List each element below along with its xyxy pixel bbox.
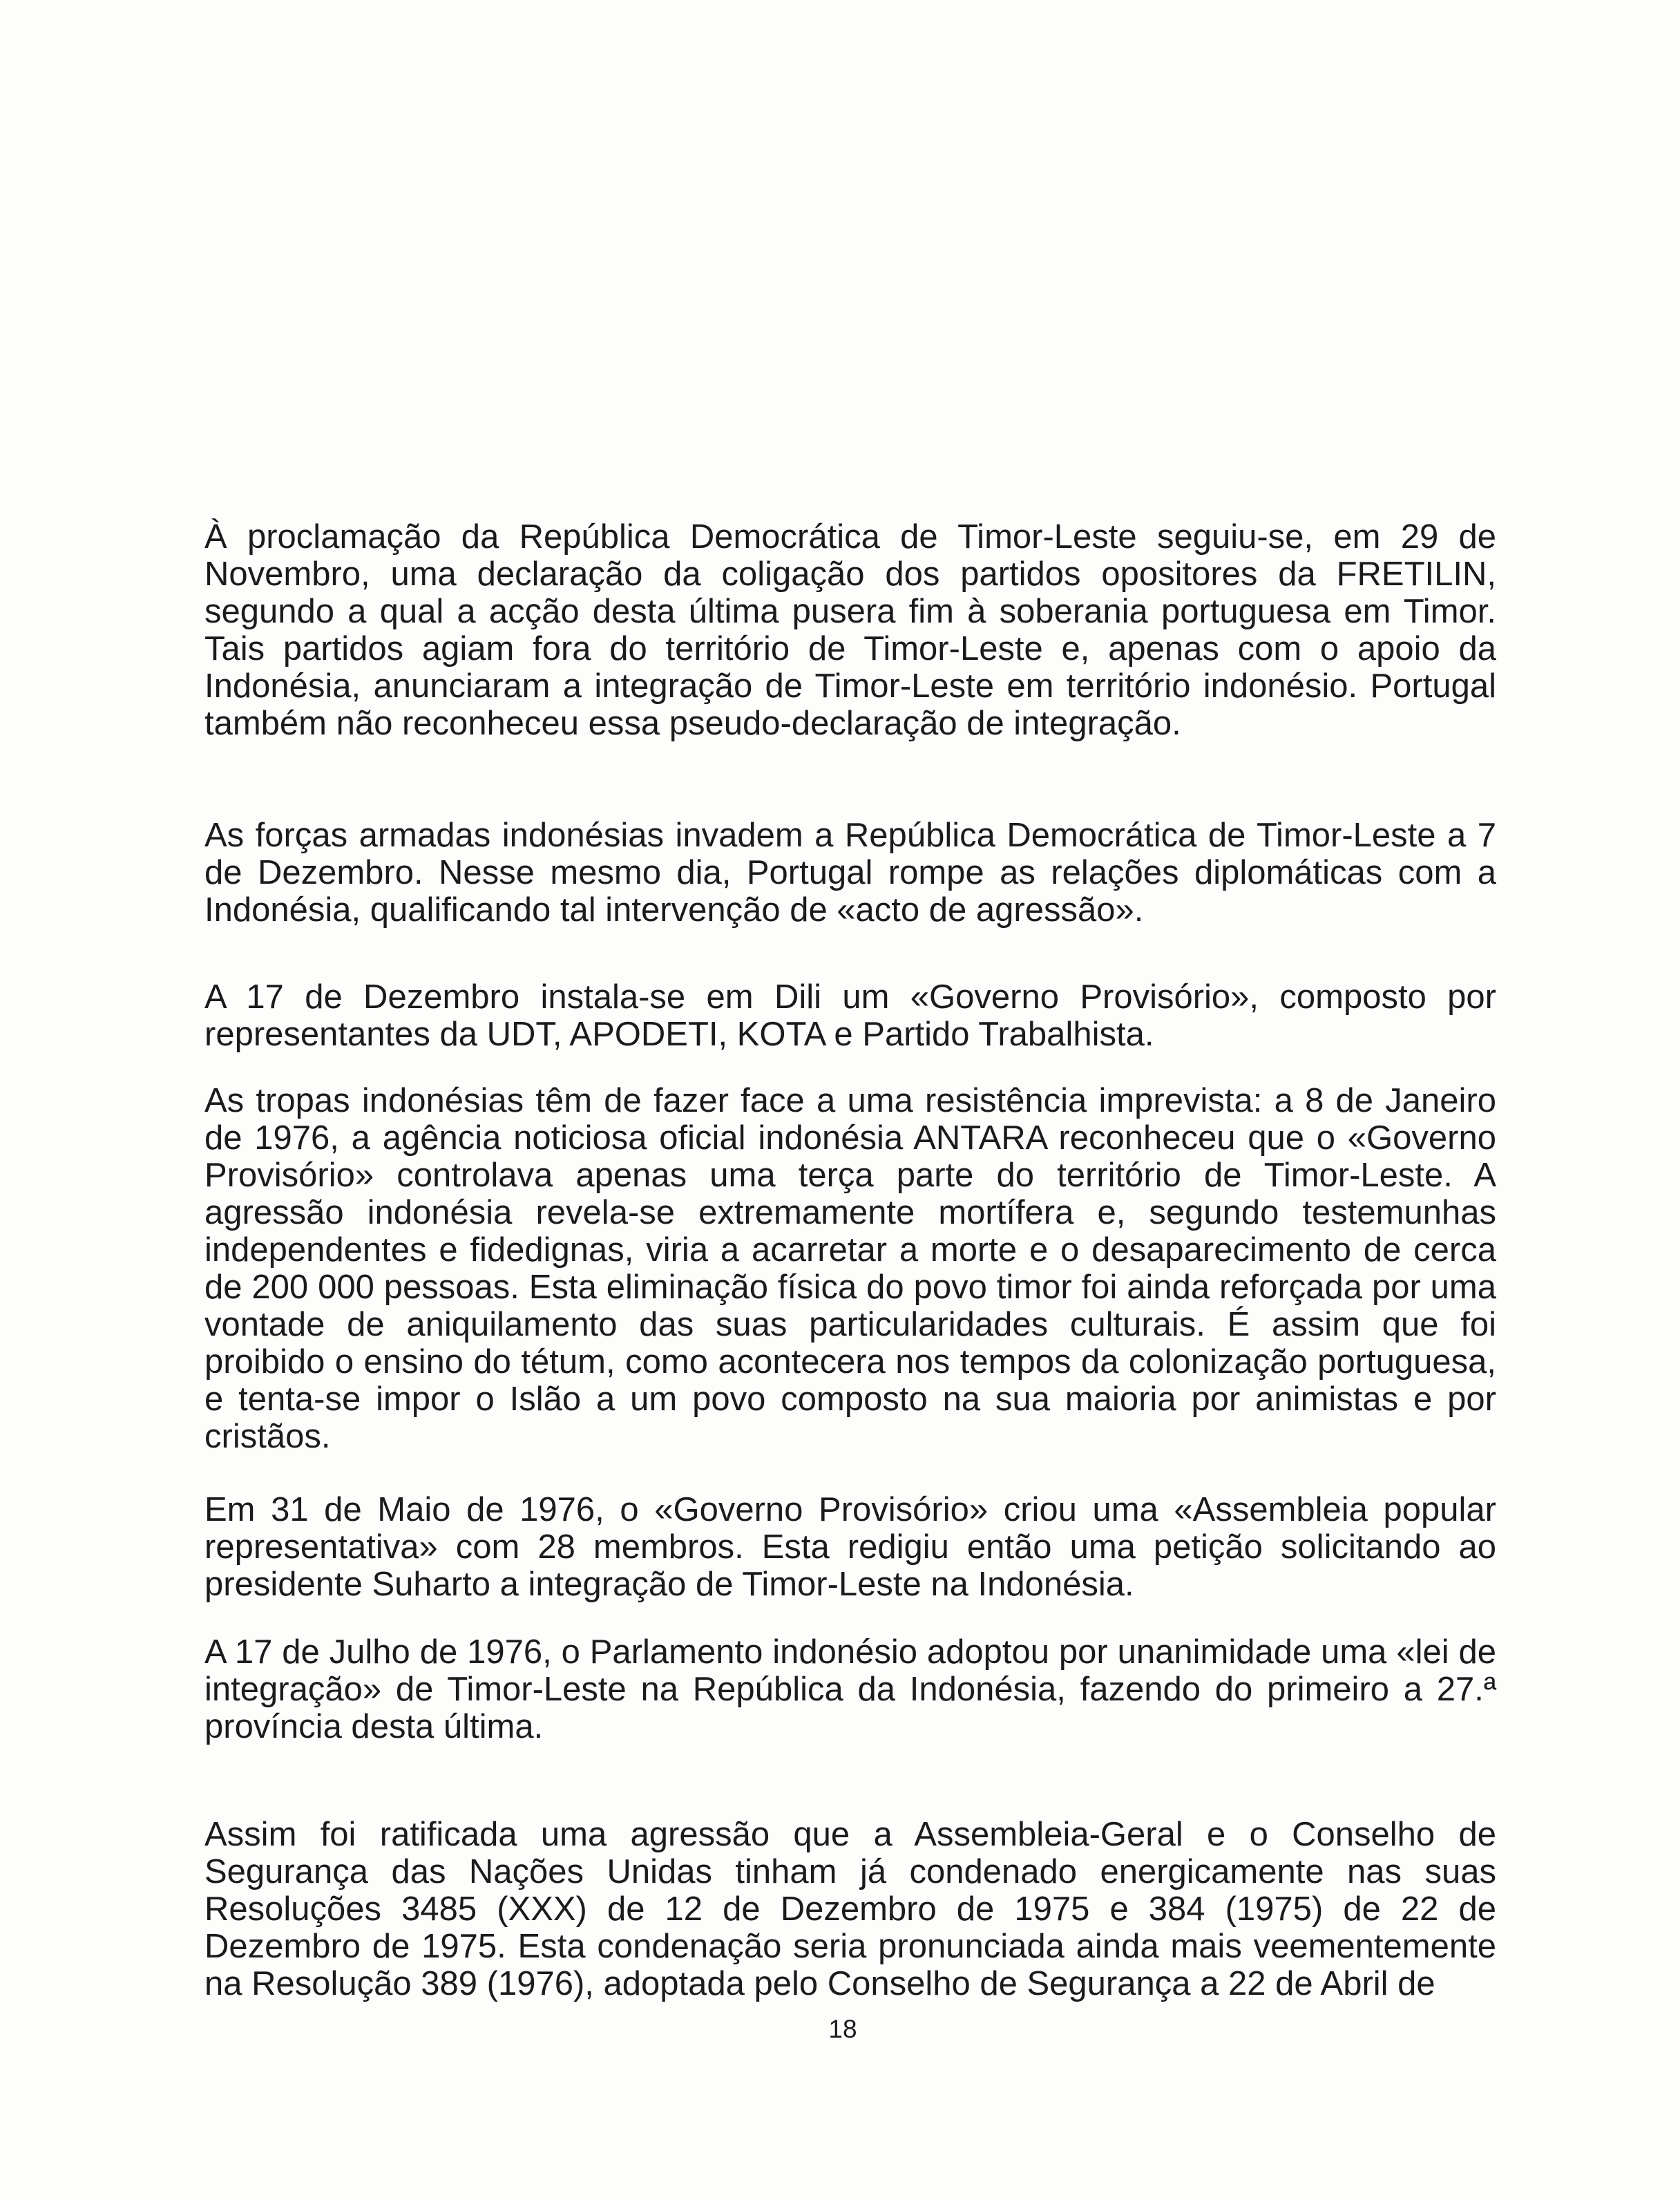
paragraph-integration-law: A 17 de Julho de 1976, o Parlamento indonésio adoptou por unanimidade uma «lei de integração» de Timor-Leste na República da Indonésia, fazendo do primeiro a 27.ª província desta última. (204, 1633, 1496, 1745)
paragraph-resistance: As tropas indonésias têm de fazer face a uma resistência imprevista: a 8 de Janeiro de 1976, a agência noticiosa oficial indonésia ANTARA reconheceu que o «Governo Provisório» controlava apenas uma terça parte do território de Timor-Leste. A agressão indonésia revela-se extremamente mortífera e, segundo testemunhas independentes e fidedignas, viria a acarretar a morte e o desaparecimento de cerca de 200 000 pessoas. Esta eliminação física do povo timor foi ainda reforçada por uma vontade de aniquilamento das suas particularidades culturais. É assim que foi proibido o ensino do tétum, como acontecera nos tempos da colonização portuguesa, e tenta-se impor o Islão a um povo composto na sua maioria por animistas e por cristãos. (204, 1082, 1496, 1455)
paragraph-provisional-government: A 17 de Dezembro instala-se em Dili um «Governo Provisório», composto por representantes da UDT, APODETI, KOTA e Partido Trabalhista. (204, 978, 1496, 1053)
paragraph-proclamation: À proclamação da República Democrática de Timor-Leste seguiu-se, em 29 de Novembro, uma declaração da coligação dos partidos opositores da FRETILIN, segundo a qual a acção desta última pusera fim à soberania portuguesa em Timor. Tais partidos agiam fora do território de Timor-Leste e, apenas com o apoio da Indonésia, anunciaram a integração de Timor-Leste em território indonésio. Portugal também não reconheceu essa pseudo-declaração de integração. (204, 518, 1496, 742)
page-number: 18 (828, 2015, 857, 2043)
paragraph-invasion: As forças armadas indonésias invadem a República Democrática de Timor-Leste a 7 de Dezembro. Nesse mesmo dia, Portugal rompe as relações diplomáticas com a Indonésia, qualificando tal intervenção de «acto de agressão». (204, 817, 1496, 929)
paragraph-assembly: Em 31 de Maio de 1976, o «Governo Provisório» criou uma «Assembleia popular representativa» com 28 membros. Esta redigiu então uma petição solicitando ao presidente Suharto a integração de Timor-Leste na Indonésia. (204, 1491, 1496, 1603)
paragraph-un-resolutions: Assim foi ratificada uma agressão que a Assembleia-Geral e o Conselho de Segurança das Nações Unidas tinham já condenado energicamente nas suas Resoluções 3485 (XXX) de 12 de Dezembro de 1975 e 384 (1975) de 22 de Dezembro de 1975. Esta condenação seria pronunciada ainda mais veementemente na Resolução 389 (1976), adoptada pelo Conselho de Segurança a 22 de Abril de (204, 1816, 1496, 2002)
